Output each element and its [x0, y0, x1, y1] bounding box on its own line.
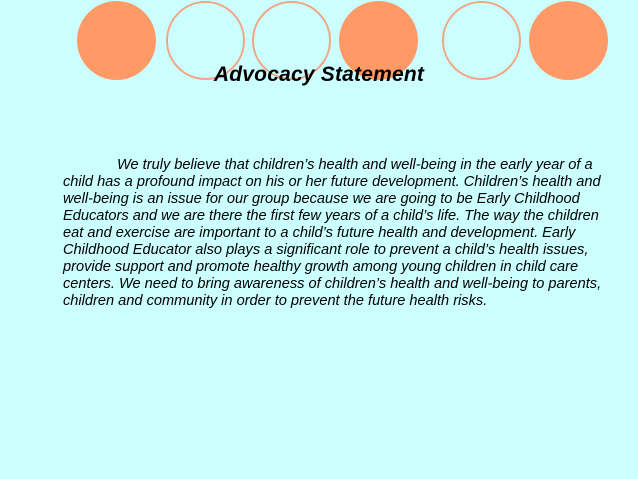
slide-title: Advocacy Statement [213, 63, 425, 86]
slide-body-text: We truly believe that children’s health and well-being in the early year of a child has a profound impact on his or her future development. Children’s health and well-being is an issue for our group because we are going to be Early Childhood Educators and we are there the first few years of a child’s life. The way the children eat and exercise are important to a child’s future health and development. Early Childhood Educator also plays a significant role to prevent a child’s health issues, provide support and promote healthy growth among young children in child care centers. We need to bring awareness of children’s health and well-being to parents, children and community in order to prevent the future health risks. [63, 157, 602, 309]
